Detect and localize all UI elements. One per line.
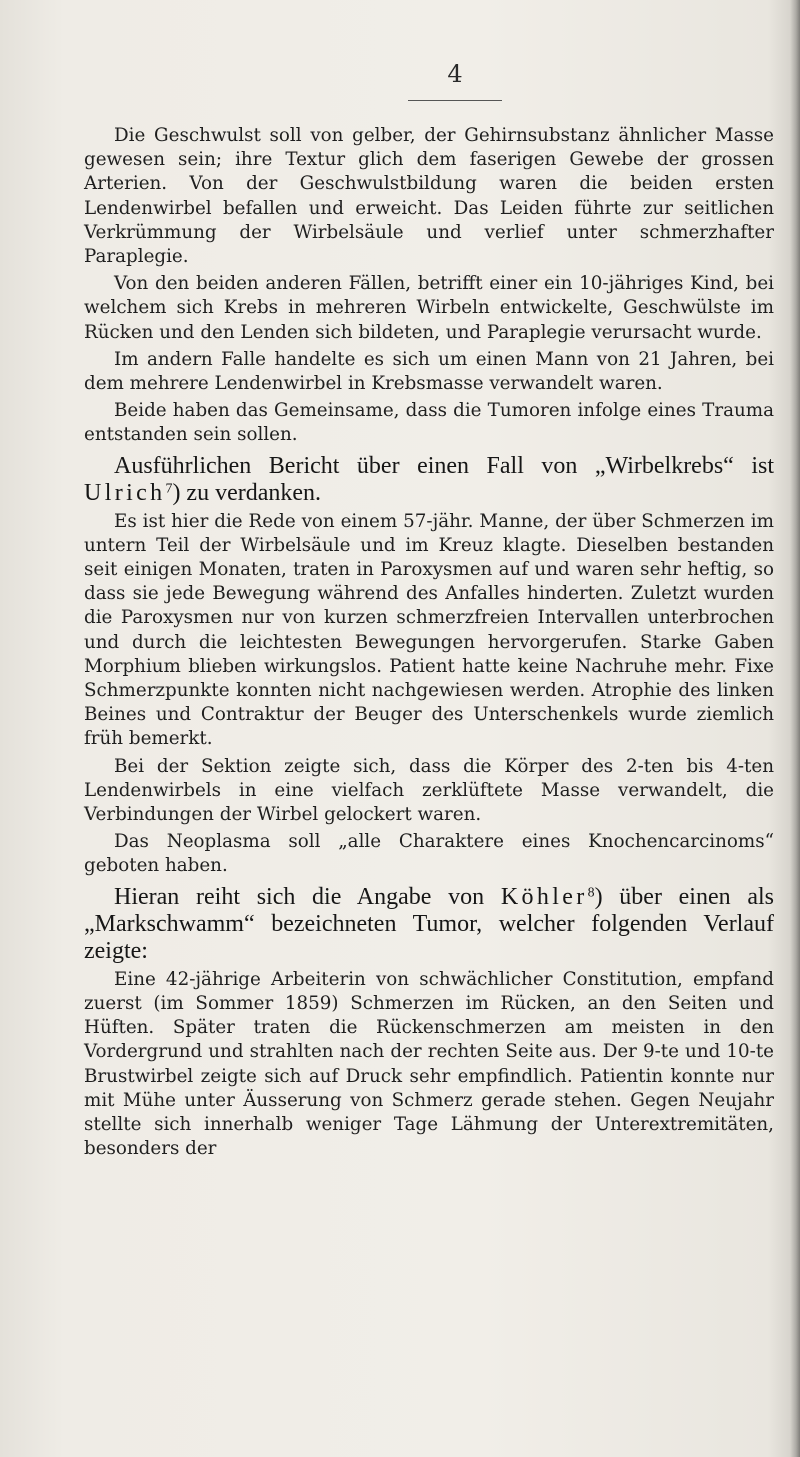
- footnote-ref-7: 7: [165, 481, 173, 496]
- paragraph-common-trauma: Beide haben das Gemeinsame, dass die Tumoren infolge eines Trauma entstanden sein sollen.: [84, 400, 774, 446]
- page-number: 4: [447, 60, 463, 88]
- paragraph-other-cases: Von den beiden anderen Fällen, betrifft einer ein 10-jähriges Kind, bei welchem sich Krebs in mehreren Wirbeln entwickelte, Geschwülste im Rücken und den Lenden sich bildeten, und Paraplegie verursacht wurde.: [84, 273, 774, 343]
- heading-koehler-report: [84, 884, 774, 965]
- heading-ulrich-report: [84, 453, 774, 507]
- paragraph-man-21: Im andern Falle handelte es sich um einen Mann von 21 Jahren, bei dem mehrere Lendenwirbel in Krebsmasse verwandelt waren.: [84, 348, 774, 395]
- page-edge-shadow: [790, 0, 800, 1457]
- heading-koehler-tail: ) über einen als „Markschwamm“ bezeichneten Tumor, welcher folgenden Verlauf zeigte:: [84, 883, 774, 964]
- author-koehler: Köhler: [500, 883, 588, 910]
- heading-koehler-intro: Hieran reiht sich die Angabe von: [114, 883, 501, 910]
- paragraph-case-57-year-old: Es ist hier die Rede von einem 57-jähr. Manne, der über Schmerzen im untern Teil der Wirbelsäule und im Kreuz klagte. Dieselben bestanden seit einigen Monaten, traten in Paroxysmen auf und waren sehr heftig, so dass sie jede Bewegung während des Anfalles hinderten. Zuletzt wurden die Paroxysmen nur von kurzen schmerzfreien Intervallen unterbrochen und durch die leichtesten Bewegungen hervorgerufen. Starke Gaben Morphium blieben wirkungslos. Patient hatte keine Nachruhe mehr. Fixe Schmerzpunkte konnten nicht nachgewiesen werden. Atrophie des linken Beines und Contraktur der Beuger des Unterschenkels wurde ziemlich früh bemerkt.: [84, 510, 774, 750]
- paragraph-neoplasma: Das Neoplasma soll „alle Charaktere eines Knochencarcinoms“ geboten haben.: [84, 831, 774, 877]
- author-ulrich: Ulrich: [84, 479, 166, 506]
- paragraph-autopsy: Bei der Sektion zeigte sich, dass die Körper des 2-ten bis 4-ten Lendenwirbels in eine vielfach zerklüftete Masse verwandelt, die Verbindungen der Wirbel gelockert waren.: [84, 755, 774, 826]
- page-number-rule: [408, 100, 502, 101]
- page-text: [84, 124, 774, 1161]
- heading-ulrich-tail: ) zu verdanken.: [172, 479, 322, 506]
- paragraph-tumor-description: Die Geschwulst soll von gelber, der Gehirnsubstanz ähnlicher Masse gewesen sein; ihre Textur glich dem faserigen Gewebe der grossen Arterien. Von der Geschwulstbildung waren die beiden ersten Lendenwirbel befallen und erweicht. Das Leiden führte zur seitlichen Verkrümmung der Wirbelsäule und verlief unter schmerzhafter Paraplegie.: [84, 125, 774, 268]
- footnote-ref-8: 8: [587, 885, 595, 901]
- paragraph-case-42-year-old: Eine 42-jährige Arbeiterin von schwächlicher Constitution, empfand zuerst (im Sommer 1859) Schmerzen im Rücken, an den Seiten und Hüften. Später traten die Rückenschmerzen am meisten in den Vordergrund und strahlten nach der rechten Seite aus. Der 9-te und 10-te Brustwirbel zeigte sich auf Druck sehr empfindlich. Patientin konnte nur mit Mühe unter Äusserung von Schmerz gerade stehen. Gegen Neujahr stellte sich innerhalb weniger Tage Lähmung der Unterextremitäten, besonders der: [84, 968, 774, 1160]
- heading-ulrich-intro: Ausführlichen Bericht über einen Fall von „Wirbelkrebs“ ist: [114, 452, 774, 479]
